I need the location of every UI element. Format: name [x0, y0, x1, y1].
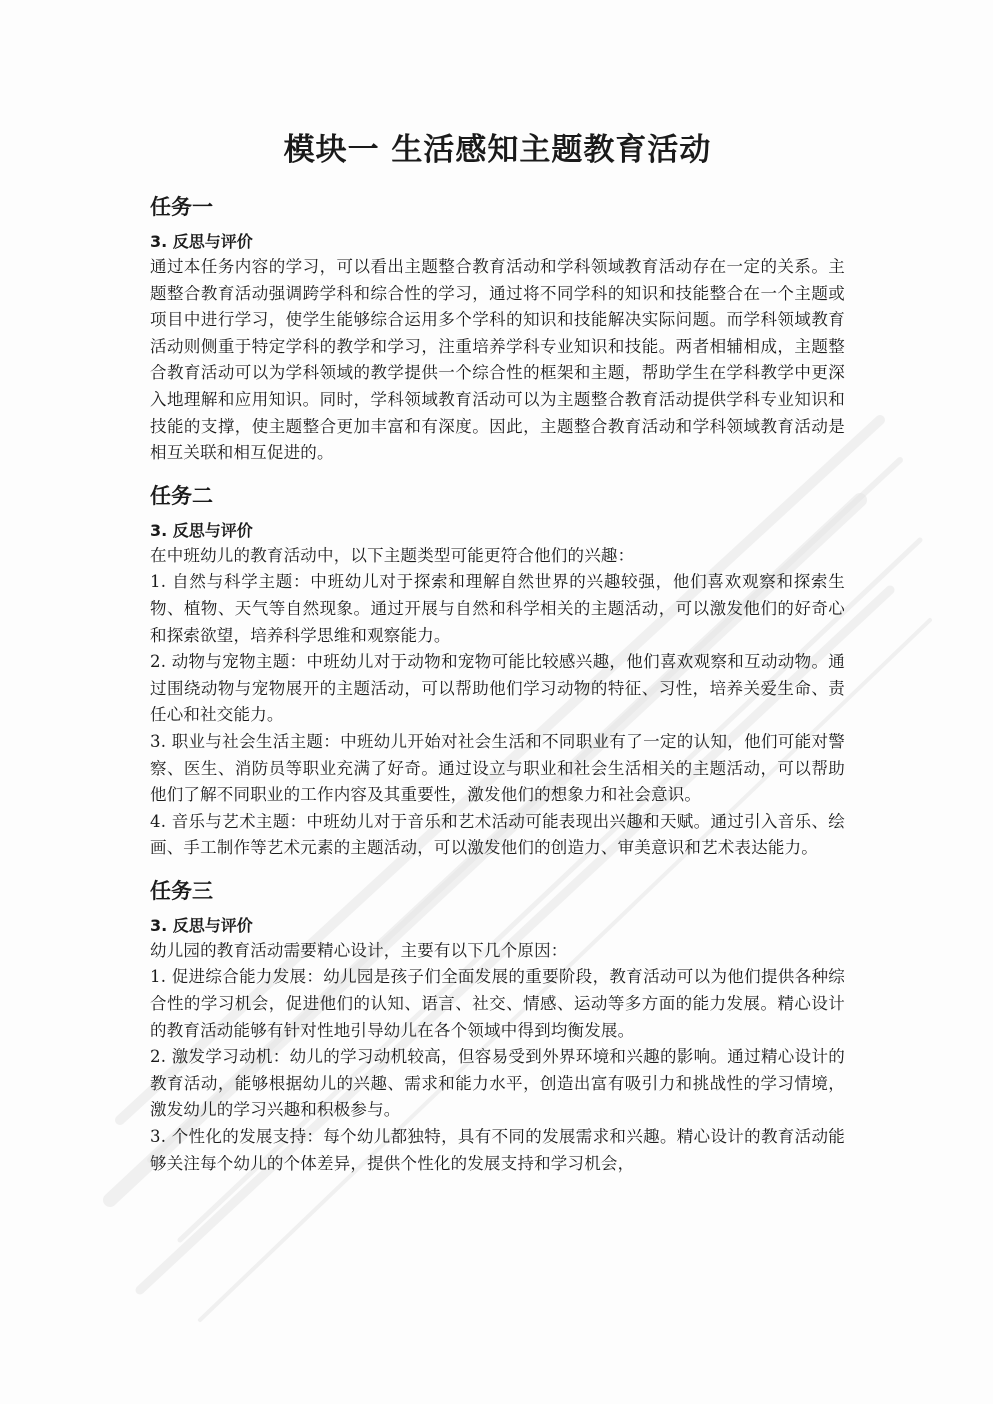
list-item: 4. 音乐与艺术主题：中班幼儿对于音乐和艺术活动可能表现出兴趣和天赋。通过引入音乐、绘画、手工制作等艺术元素的主题活动，可以激发他们的创造力、审美意识和艺术表达能力。 — [150, 811, 845, 858]
section-task-2 — [150, 481, 845, 862]
section-task-3 — [150, 876, 845, 1177]
list-item: 1. 自然与科学主题：中班幼儿对于探索和理解自然世界的兴趣较强，他们喜欢观察和探索生物、植物、天气等自然现象。通过开展与自然和科学相关的主题活动，可以激发他们的好奇心和探索欲望，培养科学思维和观察能力。 — [150, 572, 845, 645]
sub-heading: 3. 反思与评价 — [150, 520, 253, 540]
sub-heading: 3. 反思与评价 — [150, 232, 253, 251]
paragraph: 在中班幼儿的教育活动中，以下主题类型可能更符合他们的兴趣： — [150, 545, 635, 565]
task-heading: 任务三 — [150, 878, 213, 903]
list-item: 3. 个性化的发展支持：每个幼儿都独特，具有不同的发展需求和兴趣。精心设计的教育活动能够关注每个幼儿的个体差异，提供个性化的发展支持和学习机会， — [150, 1127, 845, 1173]
list-item: 3. 职业与社会生活主题：中班幼儿开始对社会生活和不同职业有了一定的认知，他们可能对警察、医生、消防员等职业充满了好奇。通过设立与职业和社会生活相关的主题活动，可以帮助他们了解不同职业的工作内容及其重要性，激发他们的想象力和社会意识。 — [150, 731, 845, 805]
section-task-1 — [150, 192, 845, 467]
document-content — [150, 124, 845, 1191]
paragraph: 通过本任务内容的学习，可以看出主题整合教育活动和学科领域教育活动存在一定的关系。主题整合教育活动强调跨学科和综合性的学习，通过将不同学科的知识和技能整合在一个主题或项目中进行学习，使学生能够综合运用多个学科的知识和技能解决实际问题。而学科领域教育活动则侧重于特定学科的教学和学习，注重培养学科专业知识和技能。两者相辅相成，主题整合教育活动可以为学科领域的教学提供一个综合性的框架和主题，帮助学生在学科教学中更深入地理解和应用知识。同时，学科领域教育活动可以为主题整合教育活动提供学科专业知识和技能的支撑，使主题整合更加丰富和有深度。因此，主题整合教育活动和学科领域教育活动是相互关联和相互促进的。 — [150, 257, 845, 463]
task-heading: 任务二 — [150, 483, 213, 508]
page-title: 模块一 生活感知主题教育活动 — [283, 132, 712, 168]
list-item: 1. 促进综合能力发展：幼儿园是孩子们全面发展的重要阶段，教育活动可以为他们提供各种综合性的学习机会，促进他们的认知、语言、社交、情感、运动等多方面的能力发展。精心设计的教育活动能够有针对性地引导幼儿在各个领域中得到均衡发展。 — [150, 967, 845, 1040]
task-heading: 任务一 — [150, 195, 213, 219]
paragraph: 幼儿园的教育活动需要精心设计，主要有以下几个原因： — [150, 940, 568, 960]
sub-heading: 3. 反思与评价 — [150, 915, 253, 935]
list-item: 2. 激发学习动机：幼儿的学习动机较高，但容易受到外界环境和兴趣的影响。通过精心设计的教育活动，能够根据幼儿的兴趣、需求和能力水平，创造出富有吸引力和挑战性的学习情境，激发幼儿的学习兴趣和积极参与。 — [150, 1047, 845, 1120]
list-item: 2. 动物与宠物主题：中班幼儿对于动物和宠物可能比较感兴趣，他们喜欢观察和互动动物。通过围绕动物与宠物展开的主题活动，可以帮助他们学习动物的特征、习性，培养关爱生命、责任心和社交能力。 — [150, 652, 845, 725]
